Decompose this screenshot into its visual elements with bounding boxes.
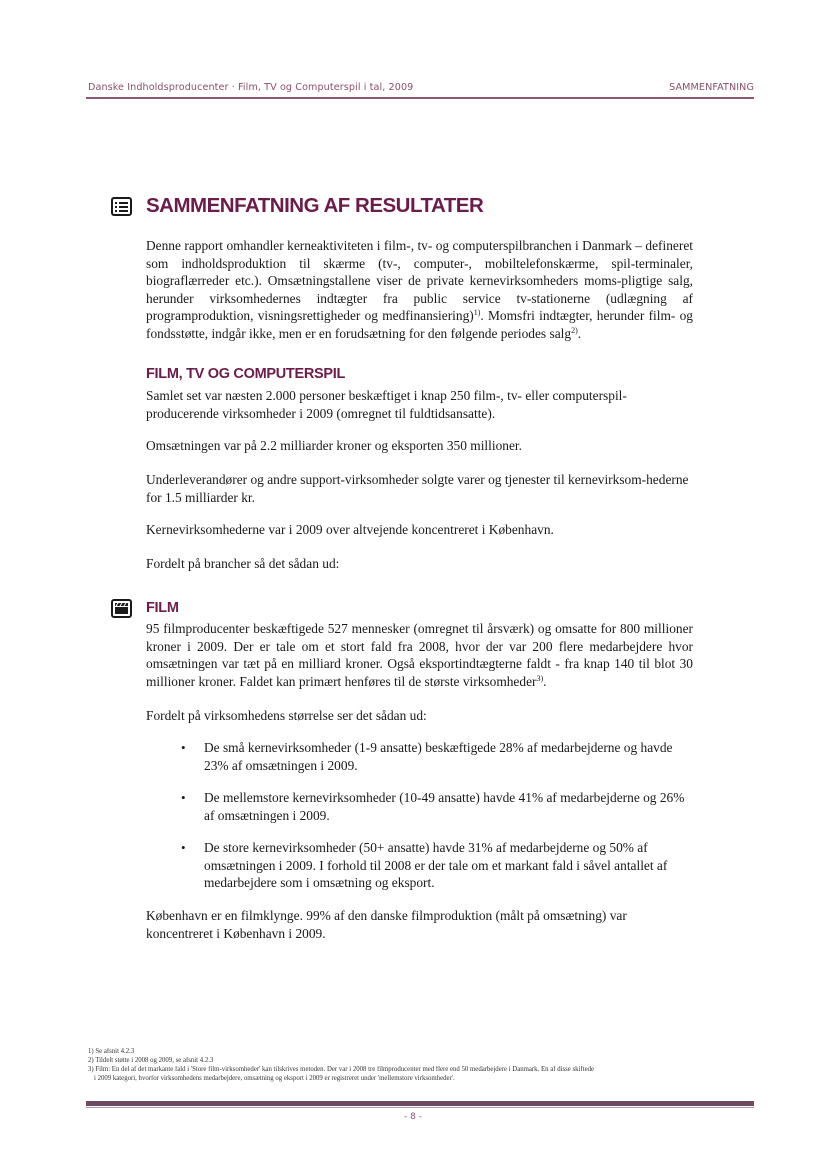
section1-paragraph-2: Omsætningen var på 2.2 milliarder kroner og eksporten 350 millioner. xyxy=(146,438,522,453)
running-header-section: SAMMENFATNING xyxy=(669,82,754,93)
film-paragraph-1 xyxy=(146,620,693,690)
bullet-marker: • xyxy=(181,840,186,855)
page-number: - 8 - xyxy=(404,1112,422,1122)
footnote-3-cont: i 2009 kategori, hvorfor virksomhedens medarbejdere, omsætning og eksport i 2009 er registreret under 'mellemstore virksomheder'. xyxy=(94,1075,455,1082)
footnote-ref-1: 1) xyxy=(473,308,481,318)
bullet-item-medium: De mellemstore kernevirksomheder (10-49 ansatte) havde 41% af medarbejderne og 26% af omsætningen i 2009. xyxy=(204,790,685,823)
running-header-title: Danske Indholdsproducenter · Film, TV og Computerspil i tal, 2009 xyxy=(88,82,414,93)
section-heading-film: FILM xyxy=(146,600,179,616)
footnote-ref-2: 2) xyxy=(571,325,578,335)
bullet-marker: • xyxy=(181,790,186,805)
section1-paragraph-5: Fordelt på brancher så det sådan ud: xyxy=(146,556,340,571)
intro-text: Denne rapport omhandler kerneaktiviteten i film-, tv- og computerspilbranchen i Danmark – defineret som indholdsproduktion til skærme (tv-, computer-, mobiltelefonskærme, spil-terminaler, biograflærreder etc.). Omsætningstallene viser de private kernevirksomheders moms-pligtige salg, herunder virksomhedernes indtægter fra public service tv-stationerne (udlægning af programproduktion, visningsrettigheder og medfinansiering) xyxy=(146,238,693,324)
film-paragraph-3: København er en filmklynge. 99% af den danske filmproduktion (målt på omsætning) var koncentreret i København i 2009. xyxy=(146,908,627,941)
section1-paragraph-4: Kernevirksomhederne var i 2009 over altvejende koncentreret i København. xyxy=(146,522,554,537)
footnote-3: 3) Film: En del af det markante fald i 'Store film-virksomheder' kan tilskrives metoden. Der var i 2008 tre filmproducenter med flere end 50 medarbejdere i Danmark. En af disse skiftede xyxy=(88,1066,595,1073)
intro-paragraph xyxy=(146,237,693,343)
footnote-2: 2) Tildelt støtte i 2008 og 2009, se afsnit 4.2.3 xyxy=(88,1057,214,1064)
header-rule xyxy=(86,97,754,99)
section1-paragraph-1: Samlet set var næsten 2.000 personer beskæftiget i knap 250 film-, tv- eller computerspil-producerende virksomheder i 2009 (omregnet til fuldtidsansatte). xyxy=(146,388,627,421)
section1-paragraph-3: Underleverandører og andre support-virksomheder solgte varer og tjenester til kernevirksom-hederne for 1.5 milliarder kr. xyxy=(146,472,689,505)
bullet-marker: • xyxy=(181,740,186,755)
film-paragraph-1-end: . xyxy=(543,673,547,689)
footnote-ref-3: 3) xyxy=(536,673,544,683)
film-paragraph-2: Fordelt på virksomhedens størrelse ser det sådan ud: xyxy=(146,708,427,723)
footer-rule xyxy=(86,1101,754,1106)
footnote-1: 1) Se afsnit 4.2.3 xyxy=(88,1048,135,1055)
page-title: SAMMENFATNING AF RESULTATER xyxy=(146,194,484,217)
section-heading-film-tv-computerspil: FILM, TV OG COMPUTERSPIL xyxy=(146,366,346,382)
film-paragraph-1-text: 95 filmproducenter beskæftigede 527 mennesker (omregnet til årsværk) og omsatte for 800 millioner kroner i 2009. Der er tale om et stort fald fra 2008, hvor der var 200 flere medarbejdere hvor omsætningen var tæt på en milliard kroner. Også eksportindtægterne faldt - fra knap 140 til blot 30 millioner kroner. Faldet kan primært henføres til de største virksomheder xyxy=(146,621,693,689)
footer-rule-thin xyxy=(86,1107,754,1108)
bullet-item-large: De store kernevirksomheder (50+ ansatte) havde 31% af medarbejderne og 50% af omsætningen i 2009. I forhold til 2008 er der tale om et markant fald i såvel antallet af medarbejdere som i omsætning og eksport. xyxy=(204,840,668,891)
list-document-icon xyxy=(111,197,132,216)
intro-text-end: . xyxy=(577,325,582,341)
bullet-item-small: De små kernevirksomheder (1-9 ansatte) beskæftigede 28% af medarbejderne og havde 23% af omsætningen i 2009. xyxy=(204,740,673,773)
film-clapper-icon xyxy=(111,599,132,618)
intro-text-cont: . Momsfri indtægter, herunder film- og fondsstøtte, indgår ikke, men er en forudsætning for den følgende periodes salg xyxy=(146,308,693,341)
